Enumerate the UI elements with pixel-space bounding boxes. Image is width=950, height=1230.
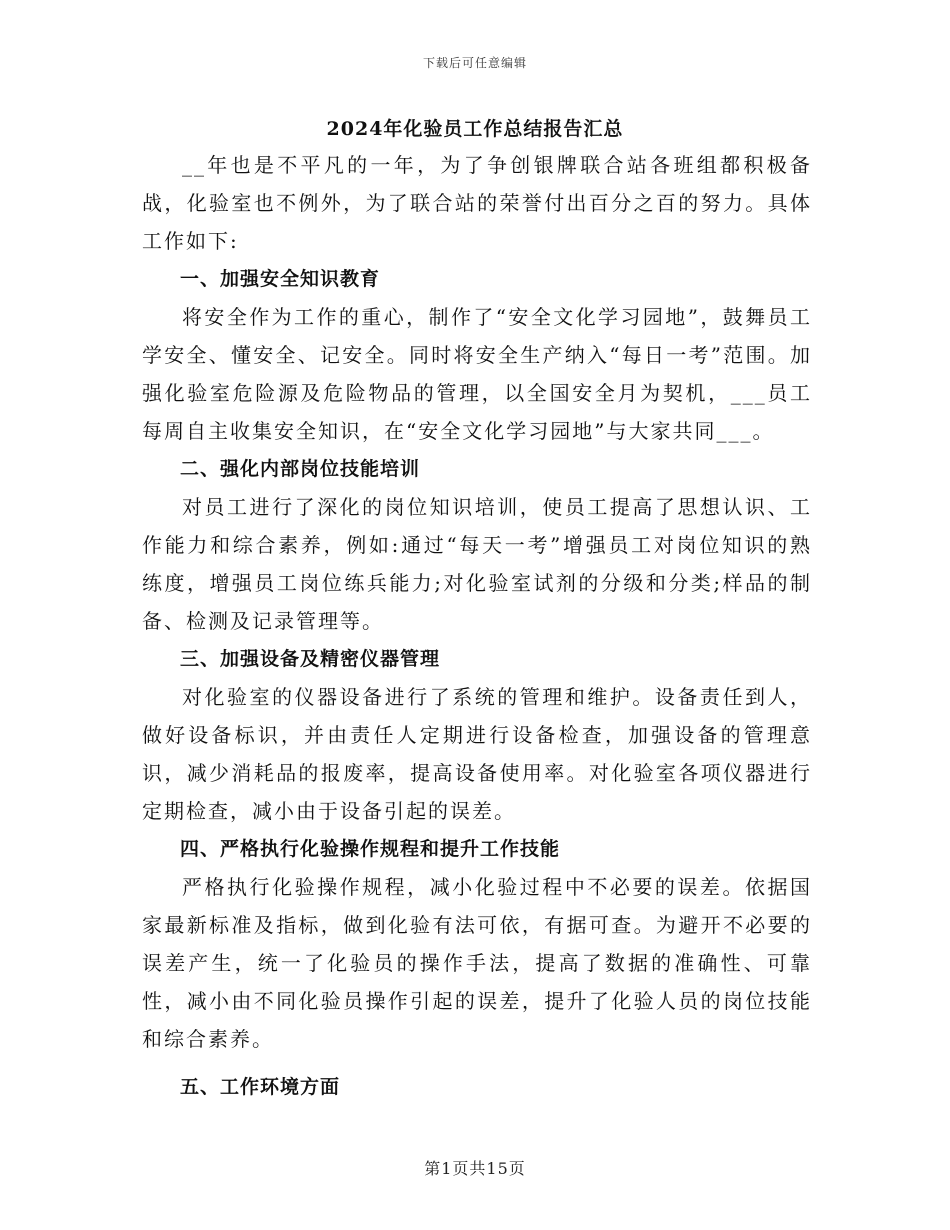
page-footer: 第1页共15页 — [424, 1159, 526, 1178]
section-heading-2: 二、强化内部岗位技能培训 — [180, 458, 421, 480]
section-heading-3: 三、加强设备及精密仪器管理 — [180, 648, 441, 670]
section-heading-4: 四、严格执行化验操作规程和提升工作技能 — [180, 838, 561, 860]
document-title: 2024年化验员工作总结报告汇总 — [326, 118, 624, 140]
intro-paragraph: __年也是不平凡的一年，为了争创银牌联合站各班组都积极备战，化验室也不例外，为了联合站的荣誉付出百分之百的努力。具体工作如下: — [142, 153, 812, 253]
section-text-3: 对化验室的仪器设备进行了系统的管理和维护。设备责任到人，做好设备标识，并由责任人定期进行设备检查，加强设备的管理意识，减少消耗品的报废率，提高设备使用率。对化验室各项仪器进行定期检查，减小由于设备引起的误差。 — [142, 685, 812, 823]
section-text-2: 对员工进行了深化的岗位知识培训，使员工提高了思想认识、工作能力和综合素养，例如:通过“每天一考”增强员工对岗位知识的熟练度，增强员工岗位练兵能力;对化验室试剂的分级和分类;样品的制备、检测及记录管理等。 — [142, 495, 812, 633]
section-text-4: 严格执行化验操作规程，减小化验过程中不必要的误差。依据国家最新标准及指标，做到化验有法可依，有据可查。为避开不必要的误差产生，统一了化验员的操作手法，提高了数据的准确性、可靠性，减小由不同化验员操作引起的误差，提升了化验人员的岗位技能和综合素养。 — [142, 875, 812, 1051]
document-body — [142, 146, 812, 1106]
section-heading-5: 五、工作环境方面 — [180, 1076, 341, 1098]
section-text-1: 将安全作为工作的重心，制作了“安全文化学习园地”，鼓舞员工学安全、懂安全、记安全。同时将安全生产纳入“每日一考”范围。加强化验室危险源及危险物品的管理，以全国安全月为契机，___员工每周自主收集安全知识，在“安全文化学习园地”与大家共同___。 — [142, 305, 812, 443]
section-heading-1: 一、加强安全知识教育 — [180, 268, 381, 290]
header-note: 下载后可任意编辑 — [422, 56, 527, 70]
